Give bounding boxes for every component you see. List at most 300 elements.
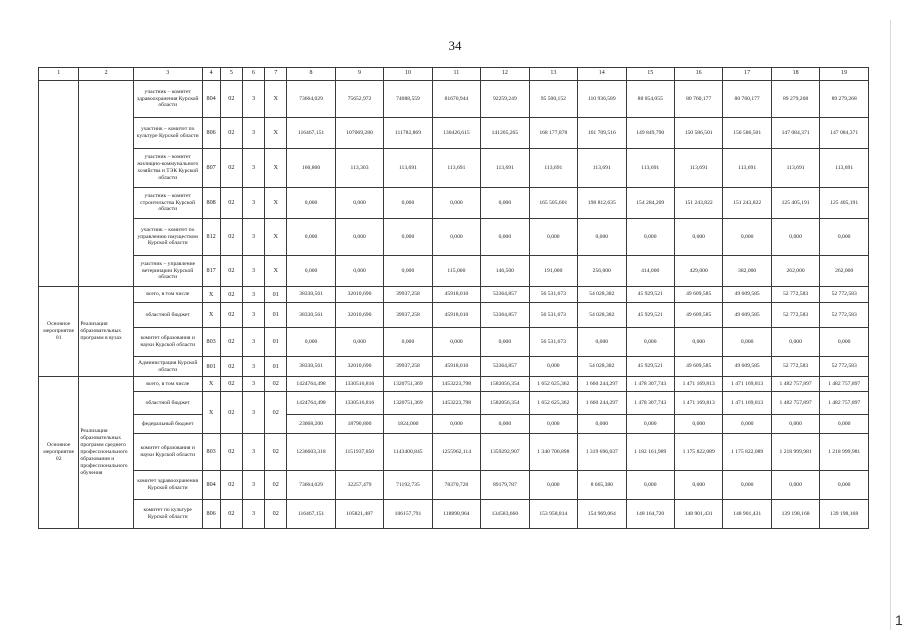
value-cell: 113,691 <box>820 149 869 188</box>
value-cell: 125 405,191 <box>820 188 869 219</box>
participant-cell: участник – комитет здравоохранения Курской области <box>133 81 202 118</box>
value-cell: 89 279,268 <box>771 81 819 118</box>
table-row <box>39 149 869 188</box>
code-cell: 3 <box>242 149 264 188</box>
column-header: 7 <box>265 68 287 81</box>
value-cell: 1 471 169,813 <box>674 377 722 392</box>
value-cell: 0,000 <box>723 328 771 357</box>
program-cell <box>79 81 134 287</box>
code-cell: 01 <box>265 303 287 328</box>
value-cell: 52 772,583 <box>771 357 819 377</box>
code-cell: 02 <box>220 219 242 256</box>
column-header: 1 <box>39 68 79 81</box>
table-row <box>39 471 869 500</box>
value-cell: 0,000 <box>481 415 529 434</box>
value-cell: 113,303 <box>335 149 383 188</box>
value-cell: 0,000 <box>771 328 819 357</box>
code-cell: X <box>265 81 287 118</box>
column-header: 3 <box>133 68 202 81</box>
value-cell: 45 929,521 <box>626 303 674 328</box>
value-cell: 151 243,822 <box>674 188 722 219</box>
value-cell: 45918,010 <box>432 287 480 303</box>
value-cell: 0,000 <box>674 328 722 357</box>
column-header: 15 <box>626 68 674 81</box>
value-cell: 1824,000 <box>384 415 432 434</box>
value-cell: 0,000 <box>432 219 480 256</box>
participant-cell: Администрация Курской области <box>133 357 202 377</box>
code-cell: 3 <box>242 81 264 118</box>
value-cell: 1330516,816 <box>335 377 383 392</box>
value-cell: 1582056,354 <box>481 377 529 392</box>
program-cell <box>39 81 79 287</box>
value-cell: 130426,615 <box>432 118 480 149</box>
value-cell: 49 609,585 <box>723 287 771 303</box>
value-cell: 54 028,382 <box>578 303 626 328</box>
column-header: 11 <box>432 68 480 81</box>
value-cell: 0,000 <box>335 256 383 287</box>
code-cell: X <box>265 188 287 219</box>
code-cell: X <box>265 118 287 149</box>
value-cell: 32010,690 <box>335 303 383 328</box>
value-cell: 1 175 822,089 <box>723 434 771 471</box>
code-cell: X <box>202 392 220 434</box>
code-cell: 02 <box>220 118 242 149</box>
value-cell: 1 478 307,743 <box>626 377 674 392</box>
column-header: 17 <box>723 68 771 81</box>
column-header: 14 <box>578 68 626 81</box>
value-cell: 113,691 <box>674 149 722 188</box>
page-number: 34 <box>448 38 462 53</box>
value-cell: 146,500 <box>481 256 529 287</box>
value-cell: 53364,857 <box>481 287 529 303</box>
code-cell: 02 <box>265 471 287 500</box>
value-cell: 1320751,369 <box>384 377 432 392</box>
code-cell: X <box>202 287 220 303</box>
code-cell: 806 <box>202 118 220 149</box>
participant-cell: областной бюджет <box>133 392 202 415</box>
code-cell: 807 <box>202 149 220 188</box>
value-cell: 148 164,720 <box>626 500 674 529</box>
value-cell: 154 284,209 <box>626 188 674 219</box>
code-cell: 02 <box>220 357 242 377</box>
column-header: 2 <box>79 68 134 81</box>
value-cell: 0,000 <box>529 357 577 377</box>
value-cell: 73664,029 <box>287 81 335 118</box>
code-cell: 3 <box>242 118 264 149</box>
value-cell: 105821,487 <box>335 500 383 529</box>
value-cell: 45918,010 <box>432 357 480 377</box>
code-cell: 804 <box>202 81 220 118</box>
table-row <box>39 81 869 118</box>
value-cell: 1453223,798 <box>432 392 480 415</box>
activity-cell: Основное мероприятие 02 <box>39 377 79 529</box>
value-cell: 113,691 <box>432 149 480 188</box>
value-cell: 1453223,798 <box>432 377 480 392</box>
value-cell: 0,000 <box>384 188 432 219</box>
value-cell: 88 054,055 <box>626 81 674 118</box>
column-header: 4 <box>202 68 220 81</box>
value-cell: 139 198,168 <box>771 500 819 529</box>
value-cell: 1 218 999,981 <box>771 434 819 471</box>
value-cell: 0,000 <box>674 219 722 256</box>
code-cell: 3 <box>242 377 264 392</box>
header-row <box>39 68 869 81</box>
table-row <box>39 219 869 256</box>
code-cell: 3 <box>242 219 264 256</box>
participant-cell: комитет образования и науки Курской области <box>133 434 202 471</box>
table-row <box>39 118 869 149</box>
value-cell: 141205,265 <box>481 118 529 149</box>
value-cell: 39937,258 <box>384 303 432 328</box>
value-cell: 118890,964 <box>432 500 480 529</box>
value-cell: 150 586,501 <box>674 118 722 149</box>
value-cell: 39937,258 <box>384 357 432 377</box>
value-cell: 134583,660 <box>481 500 529 529</box>
value-cell: 256,000 <box>578 256 626 287</box>
value-cell: 0,000 <box>529 219 577 256</box>
value-cell: 1 660 244,297 <box>578 392 626 415</box>
scan-edge-line <box>890 20 891 630</box>
value-cell: 49 609,585 <box>674 303 722 328</box>
code-cell: 02 <box>265 377 287 392</box>
code-cell: 3 <box>242 471 264 500</box>
value-cell: 1236603,318 <box>287 434 335 471</box>
value-cell: 54 028,382 <box>578 287 626 303</box>
table-row <box>39 357 869 377</box>
participant-cell: комитет здравоохранения Курской области <box>133 471 202 500</box>
value-cell: 0,000 <box>287 219 335 256</box>
code-cell: 803 <box>202 328 220 357</box>
value-cell: 111782,869 <box>384 118 432 149</box>
value-cell: 32257,479 <box>335 471 383 500</box>
value-cell: 113,691 <box>771 149 819 188</box>
table-row <box>39 500 869 529</box>
value-cell: 107069,280 <box>335 118 383 149</box>
value-cell: 81670,944 <box>432 81 480 118</box>
value-cell: 147 084,371 <box>771 118 819 149</box>
column-header: 10 <box>384 68 432 81</box>
participant-cell: комитет по культуре Курской области <box>133 500 202 529</box>
value-cell: 56 531,673 <box>529 328 577 357</box>
value-cell: 113,691 <box>481 149 529 188</box>
table-row <box>39 188 869 219</box>
participant-cell: всего, в том числе <box>133 377 202 392</box>
value-cell: 0,000 <box>626 328 674 357</box>
participant-cell: областной бюджет <box>133 303 202 328</box>
value-cell: 1 471 169,813 <box>723 392 771 415</box>
value-cell: 115,000 <box>432 256 480 287</box>
value-cell: 1582056,354 <box>481 392 529 415</box>
code-cell: 02 <box>220 471 242 500</box>
value-cell: 8 665,380 <box>578 471 626 500</box>
value-cell: 151 243,822 <box>723 188 771 219</box>
column-header: 6 <box>242 68 264 81</box>
value-cell: 32010,690 <box>335 357 383 377</box>
value-cell: 1424764,498 <box>287 377 335 392</box>
value-cell: 38330,561 <box>287 287 335 303</box>
code-cell: 02 <box>265 434 287 471</box>
value-cell: 0,000 <box>626 415 674 434</box>
code-cell: 806 <box>202 500 220 529</box>
value-cell: 1330516,816 <box>335 392 383 415</box>
value-cell: 0,000 <box>287 256 335 287</box>
value-cell: 125 405,191 <box>771 188 819 219</box>
value-cell: 113,691 <box>578 149 626 188</box>
value-cell: 56 531,673 <box>529 303 577 328</box>
value-cell: 0,000 <box>529 415 577 434</box>
value-cell: 0,000 <box>481 219 529 256</box>
participant-cell: всего, в том числе <box>133 287 202 303</box>
code-cell: X <box>202 377 220 392</box>
value-cell: 95 500,152 <box>529 81 577 118</box>
table-row <box>39 328 869 357</box>
value-cell: 52 772,583 <box>820 303 869 328</box>
value-cell: 0,000 <box>723 415 771 434</box>
value-cell: 18790,800 <box>335 415 383 434</box>
code-cell: 02 <box>220 392 242 434</box>
value-cell: 116467,151 <box>287 118 335 149</box>
code-cell: X <box>265 219 287 256</box>
column-header: 5 <box>220 68 242 81</box>
value-cell: 168 177,878 <box>529 118 577 149</box>
value-cell: 0,000 <box>384 219 432 256</box>
table-row <box>39 434 869 471</box>
value-cell: 0,000 <box>771 471 819 500</box>
value-cell: 161 709,516 <box>578 118 626 149</box>
value-cell: 1 482 757,897 <box>771 392 819 415</box>
value-cell: 0,000 <box>481 328 529 357</box>
value-cell: 23068,200 <box>287 415 335 434</box>
budget-table <box>38 67 869 529</box>
activity-cell: Основное мероприятие 01 <box>39 287 79 377</box>
value-cell: 0,000 <box>820 219 869 256</box>
code-cell: 02 <box>220 328 242 357</box>
value-cell: 1143400,845 <box>384 434 432 471</box>
value-cell: 78370,720 <box>432 471 480 500</box>
value-cell: 0,000 <box>287 188 335 219</box>
value-cell: 0,000 <box>335 188 383 219</box>
value-cell: 1 482 757,897 <box>771 377 819 392</box>
value-cell: 32010,690 <box>335 287 383 303</box>
code-cell: 02 <box>265 500 287 529</box>
value-cell: 0,000 <box>335 219 383 256</box>
code-cell: 02 <box>220 303 242 328</box>
value-cell: 382,000 <box>723 256 771 287</box>
value-cell: 198 812,635 <box>578 188 626 219</box>
value-cell: 429,000 <box>674 256 722 287</box>
value-cell: 0,000 <box>723 471 771 500</box>
value-cell: 1 340 700,898 <box>529 434 577 471</box>
column-header: 9 <box>335 68 383 81</box>
value-cell: 49 609,585 <box>723 357 771 377</box>
value-cell: 38330,561 <box>287 303 335 328</box>
code-cell: 3 <box>242 357 264 377</box>
code-cell: 02 <box>220 188 242 219</box>
value-cell: 53364,857 <box>481 357 529 377</box>
value-cell: 0,000 <box>432 328 480 357</box>
participant-cell: участник – комитет жилищно-коммунального хозяйства и ТЭК Курской области <box>133 149 202 188</box>
value-cell: 53364,857 <box>481 303 529 328</box>
table-row <box>39 287 869 303</box>
code-cell: 02 <box>220 287 242 303</box>
value-cell: 0,000 <box>578 328 626 357</box>
code-cell: 3 <box>242 392 264 434</box>
value-cell: 52 772,583 <box>820 357 869 377</box>
value-cell: 1 652 625,362 <box>529 392 577 415</box>
activity-name-cell: Реализация образовательных программ среднего профессионального образования и профессионального обучения <box>79 377 134 529</box>
value-cell: 1 482 757,897 <box>820 377 869 392</box>
value-cell: 0,000 <box>820 328 869 357</box>
value-cell: 106157,791 <box>384 500 432 529</box>
value-cell: 262,000 <box>820 256 869 287</box>
value-cell: 38330,561 <box>287 357 335 377</box>
value-cell: 39937,258 <box>384 287 432 303</box>
code-cell: 3 <box>242 434 264 471</box>
value-cell: 1151937,850 <box>335 434 383 471</box>
value-cell: 0,000 <box>771 415 819 434</box>
value-cell: 71192,735 <box>384 471 432 500</box>
code-cell: X <box>265 149 287 188</box>
value-cell: 1 175 822,089 <box>674 434 722 471</box>
value-cell: 149 849,790 <box>626 118 674 149</box>
table-row <box>39 303 869 328</box>
value-cell: 1 218 999,981 <box>820 434 869 471</box>
value-cell: 1 660 244,297 <box>578 377 626 392</box>
code-cell: 02 <box>220 500 242 529</box>
code-cell: 02 <box>220 377 242 392</box>
value-cell: 1 478 307,743 <box>626 392 674 415</box>
value-cell: 0,000 <box>384 256 432 287</box>
value-cell: 0,000 <box>626 219 674 256</box>
value-cell: 45 929,521 <box>626 357 674 377</box>
table-row <box>39 377 869 392</box>
value-cell: 150 586,501 <box>723 118 771 149</box>
table-row <box>39 256 869 287</box>
code-cell: 817 <box>202 256 220 287</box>
value-cell: 1424764,498 <box>287 392 335 415</box>
code-cell: 02 <box>220 149 242 188</box>
code-cell: 3 <box>242 256 264 287</box>
value-cell: 113,691 <box>626 149 674 188</box>
value-cell: 0,000 <box>820 471 869 500</box>
code-cell: 3 <box>242 500 264 529</box>
value-cell: 74088,559 <box>384 81 432 118</box>
participant-cell: участник – управление ветеринарии Курской области <box>133 256 202 287</box>
column-header: 8 <box>287 68 335 81</box>
code-cell: 3 <box>242 328 264 357</box>
code-cell: 3 <box>242 303 264 328</box>
participant-cell: участник – комитет по культуре Курской области <box>133 118 202 149</box>
value-cell: 89 279,268 <box>820 81 869 118</box>
participant-cell: участник – комитет по управлению имуществом Курской области <box>133 219 202 256</box>
value-cell: 1 652 625,362 <box>529 377 577 392</box>
value-cell: 110 936,589 <box>578 81 626 118</box>
value-cell: 49 609,585 <box>723 303 771 328</box>
table-row <box>39 392 869 415</box>
value-cell: 0,000 <box>674 415 722 434</box>
value-cell: 113,691 <box>723 149 771 188</box>
value-cell: 262,000 <box>771 256 819 287</box>
value-cell: 80 760,177 <box>674 81 722 118</box>
value-cell: 52 772,583 <box>820 287 869 303</box>
code-cell: 812 <box>202 219 220 256</box>
value-cell: 80 760,177 <box>723 81 771 118</box>
column-header: 18 <box>771 68 819 81</box>
column-header: 16 <box>674 68 722 81</box>
value-cell: 113,691 <box>529 149 577 188</box>
value-cell: 45918,010 <box>432 303 480 328</box>
value-cell: 0,000 <box>335 328 383 357</box>
value-cell: 154 969,064 <box>578 500 626 529</box>
participant-cell: федеральный бюджет <box>133 415 202 434</box>
value-cell: 414,000 <box>626 256 674 287</box>
code-cell: 02 <box>220 256 242 287</box>
value-cell: 0,000 <box>578 219 626 256</box>
value-cell: 160,800 <box>287 149 335 188</box>
value-cell: 52 772,583 <box>771 303 819 328</box>
value-cell: 1320751,369 <box>384 392 432 415</box>
column-header: 19 <box>820 68 869 81</box>
value-cell: 113,691 <box>384 149 432 188</box>
value-cell: 0,000 <box>820 415 869 434</box>
code-cell: 02 <box>265 392 287 434</box>
value-cell: 49 609,585 <box>674 287 722 303</box>
value-cell: 148 901,431 <box>723 500 771 529</box>
participant-cell: участник – комитет строительства Курской области <box>133 188 202 219</box>
value-cell: 1 319 696,037 <box>578 434 626 471</box>
value-cell: 1 471 169,813 <box>723 377 771 392</box>
value-cell: 1 471 169,813 <box>674 392 722 415</box>
table-row <box>39 415 869 434</box>
value-cell: 1 182 161,989 <box>626 434 674 471</box>
value-cell: 0,000 <box>723 219 771 256</box>
code-cell: 803 <box>202 434 220 471</box>
value-cell: 0,000 <box>771 219 819 256</box>
code-cell: 02 <box>220 81 242 118</box>
value-cell: 1 482 757,897 <box>820 392 869 415</box>
value-cell: 0,000 <box>432 415 480 434</box>
code-cell: 01 <box>265 287 287 303</box>
margin-mark: 1 <box>895 612 903 628</box>
value-cell: 56 531,673 <box>529 287 577 303</box>
value-cell: 49 609,585 <box>674 357 722 377</box>
value-cell: 1359292,907 <box>481 434 529 471</box>
activity-name-cell: Реализация образовательных программ в вузах <box>79 287 134 377</box>
column-header: 12 <box>481 68 529 81</box>
code-cell: 01 <box>265 357 287 377</box>
value-cell: 54 028,382 <box>578 357 626 377</box>
participant-cell: комитет образования и науки Курской области <box>133 328 202 357</box>
code-cell: 02 <box>220 434 242 471</box>
value-cell: 148 901,431 <box>674 500 722 529</box>
value-cell: 165 505,601 <box>529 188 577 219</box>
value-cell: 73664,029 <box>287 471 335 500</box>
code-cell: 3 <box>242 287 264 303</box>
value-cell: 0,000 <box>432 188 480 219</box>
value-cell: 45 929,521 <box>626 287 674 303</box>
value-cell: 89179,787 <box>481 471 529 500</box>
code-cell: 3 <box>242 188 264 219</box>
column-header: 13 <box>529 68 577 81</box>
value-cell: 0,000 <box>481 188 529 219</box>
value-cell: 0,000 <box>674 471 722 500</box>
value-cell: 116467,151 <box>287 500 335 529</box>
code-cell: 801 <box>202 357 220 377</box>
code-cell: 808 <box>202 188 220 219</box>
value-cell: 147 084,371 <box>820 118 869 149</box>
code-cell: 804 <box>202 471 220 500</box>
value-cell: 191,000 <box>529 256 577 287</box>
